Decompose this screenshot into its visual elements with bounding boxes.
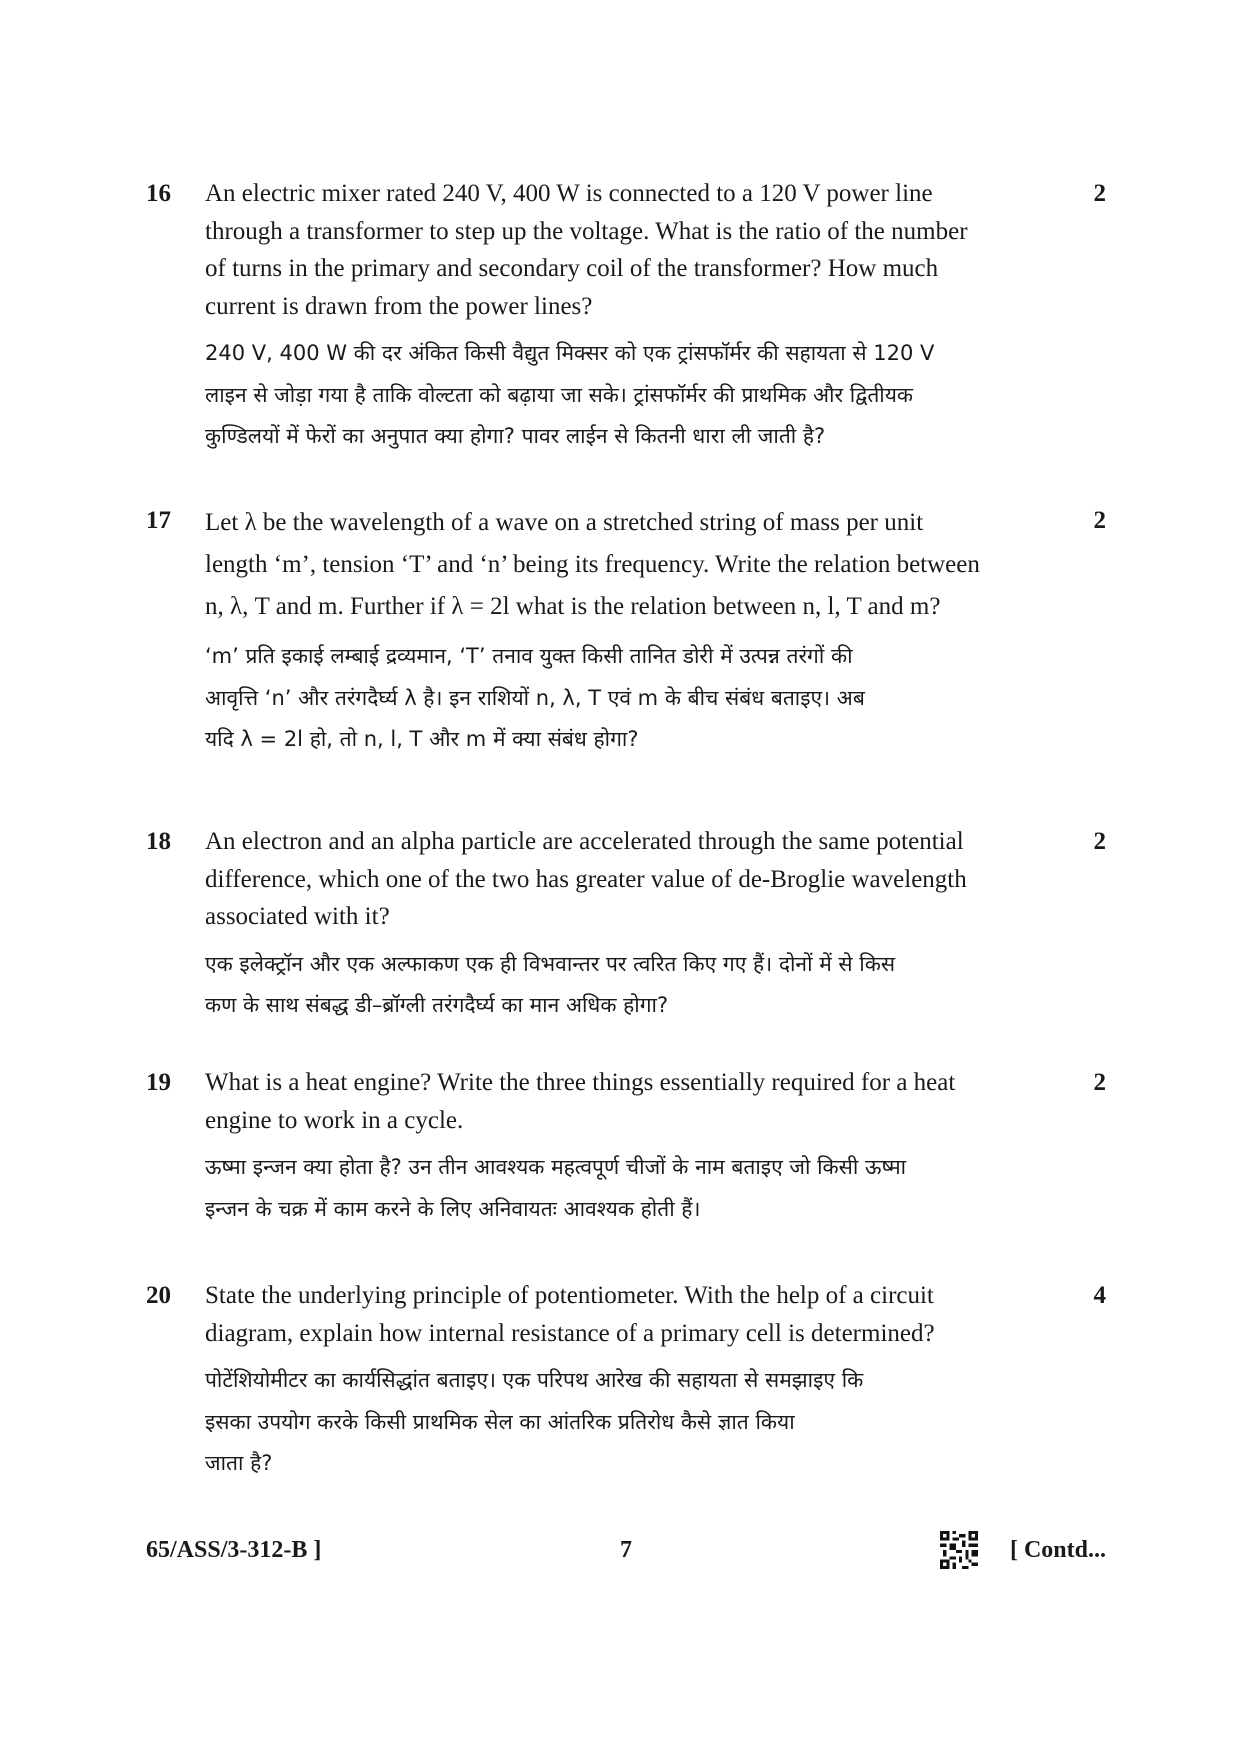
question-marks: 2 [1093,507,1106,534]
hindi-text [205,1147,1064,1230]
text-line: through a transformer to step up the voltage. What is the ratio of the number [205,217,968,245]
hindi-text [205,636,1064,761]
english-text [205,502,1064,628]
question-20 [146,1277,1106,1485]
hindi-text [205,333,1064,458]
question-marks: 2 [1093,828,1106,855]
text-line: लाइन से जोड़ा गया है ताकि वोल्टता को बढ़ाया जा सके। ट्रांसफॉर्मर की प्राथमिक और द्वितीयक [205,382,914,407]
hindi-text [205,944,1064,1027]
text-line: जाता है? [205,1451,273,1475]
text-line: पोटेंशियोमीटर का कार्यसिद्धांत बताइए। एक परिपथ आरेख की सहायता से समझाइए कि [205,1368,864,1392]
question-marks: 2 [1093,1069,1106,1096]
english-text [205,175,1064,325]
qr-code-icon [940,1531,978,1569]
text-line: ‘m’ प्रति इकाई लम्बाई द्रव्यमान, ‘T’ तनाव युक्त किसी तानित डोरी में उत्पन्न तरंगों की [205,644,853,668]
text-line: length ‘m’, tension ‘T’ and ‘n’ being its frequency. Write the relation between [205,551,980,578]
text-line: diagram, explain how internal resistance of a primary cell is determined? [205,1319,935,1347]
text-line: Let λ be the wavelength of a wave on a stretched string of mass per unit [205,509,924,536]
continued-label: [ Contd... [1009,1537,1106,1563]
hindi-text [205,1360,1064,1485]
page-number: 7 [620,1537,632,1563]
text-line: इसका उपयोग करके किसी प्राथमिक सेल का आंतरिक प्रतिरोध कैसे ज्ञात किया [205,1409,795,1434]
text-line: यदि λ = 2l हो, तो n, l, T और m में क्या संबंध होगा? [205,727,639,751]
text-line: इन्जन के चक्र में काम करने के लिए अनिवायतः आवश्यक होती हैं। [205,1196,701,1221]
question-16 [146,175,1106,458]
question-17 [146,502,1106,761]
text-line: engine to work in a cycle. [205,1106,464,1134]
english-text [205,823,1064,936]
text-line: An electron and an alpha particle are accelerated through the same potential [205,828,964,855]
page-footer [146,1525,1106,1575]
text-line: associated with it? [205,903,390,930]
question-number: 20 [146,1282,171,1309]
question-number: 17 [146,507,171,534]
question-number: 18 [146,828,171,855]
question-marks: 2 [1093,180,1106,207]
question-marks: 4 [1093,1282,1106,1309]
text-line: कुण्डिलयों में फेरों का अनुपात क्या होगा? पावर लाईन से कितनी धारा ली जाती है? [205,424,826,448]
english-text [205,1277,1064,1352]
question-number: 16 [146,180,171,207]
english-text [205,1064,1064,1139]
text-line: of turns in the primary and secondary coil of the transformer? How much [205,255,939,282]
question-18 [146,823,1106,1027]
text-line: ऊष्मा इन्जन क्या होता है? उन तीन आवश्यक महत्वपूर्ण चीजों के नाम बताइए जो किसी ऊष्मा [205,1155,907,1179]
paper-code: 65/ASS/3-312-B ] [146,1537,322,1563]
text-line: difference, which one of the two has greater value of de-Broglie wavelength [205,865,967,893]
text-line: 240 V, 400 W की दर अंकित किसी वैद्युत मिक्सर को एक ट्रांसफॉर्मर की सहायता से 120 V [205,341,935,365]
text-line: एक इलेक्ट्रॉन और एक अल्फाकण एक ही विभवान्तर पर त्वरित किए गए हैं। दोनों में से किस [205,951,896,976]
text-line: State the underlying principle of potentiometer. With the help of a circuit [205,1282,934,1309]
question-19 [146,1064,1106,1230]
text-line: What is a heat engine? Write the three things essentially required for a heat [205,1069,956,1096]
question-number: 19 [146,1069,171,1096]
text-line: An electric mixer rated 240 V, 400 W is connected to a 120 V power line [205,180,933,207]
text-line: n, λ, T and m. Further if λ = 2l what is the relation between n, l, T and m? [205,593,941,620]
text-line: आवृत्ति ‘n’ और तरंगदैर्घ्य λ है। इन राशियों n, λ, T एवं m के बीच संबंध बताइए। अब [205,685,865,710]
text-line: कण के साथ संबद्ध डी–ब्रॉग्ली तरंगदैर्घ्य का मान अधिक होगा? [205,993,669,1017]
text-line: current is drawn from the power lines? [205,292,593,320]
